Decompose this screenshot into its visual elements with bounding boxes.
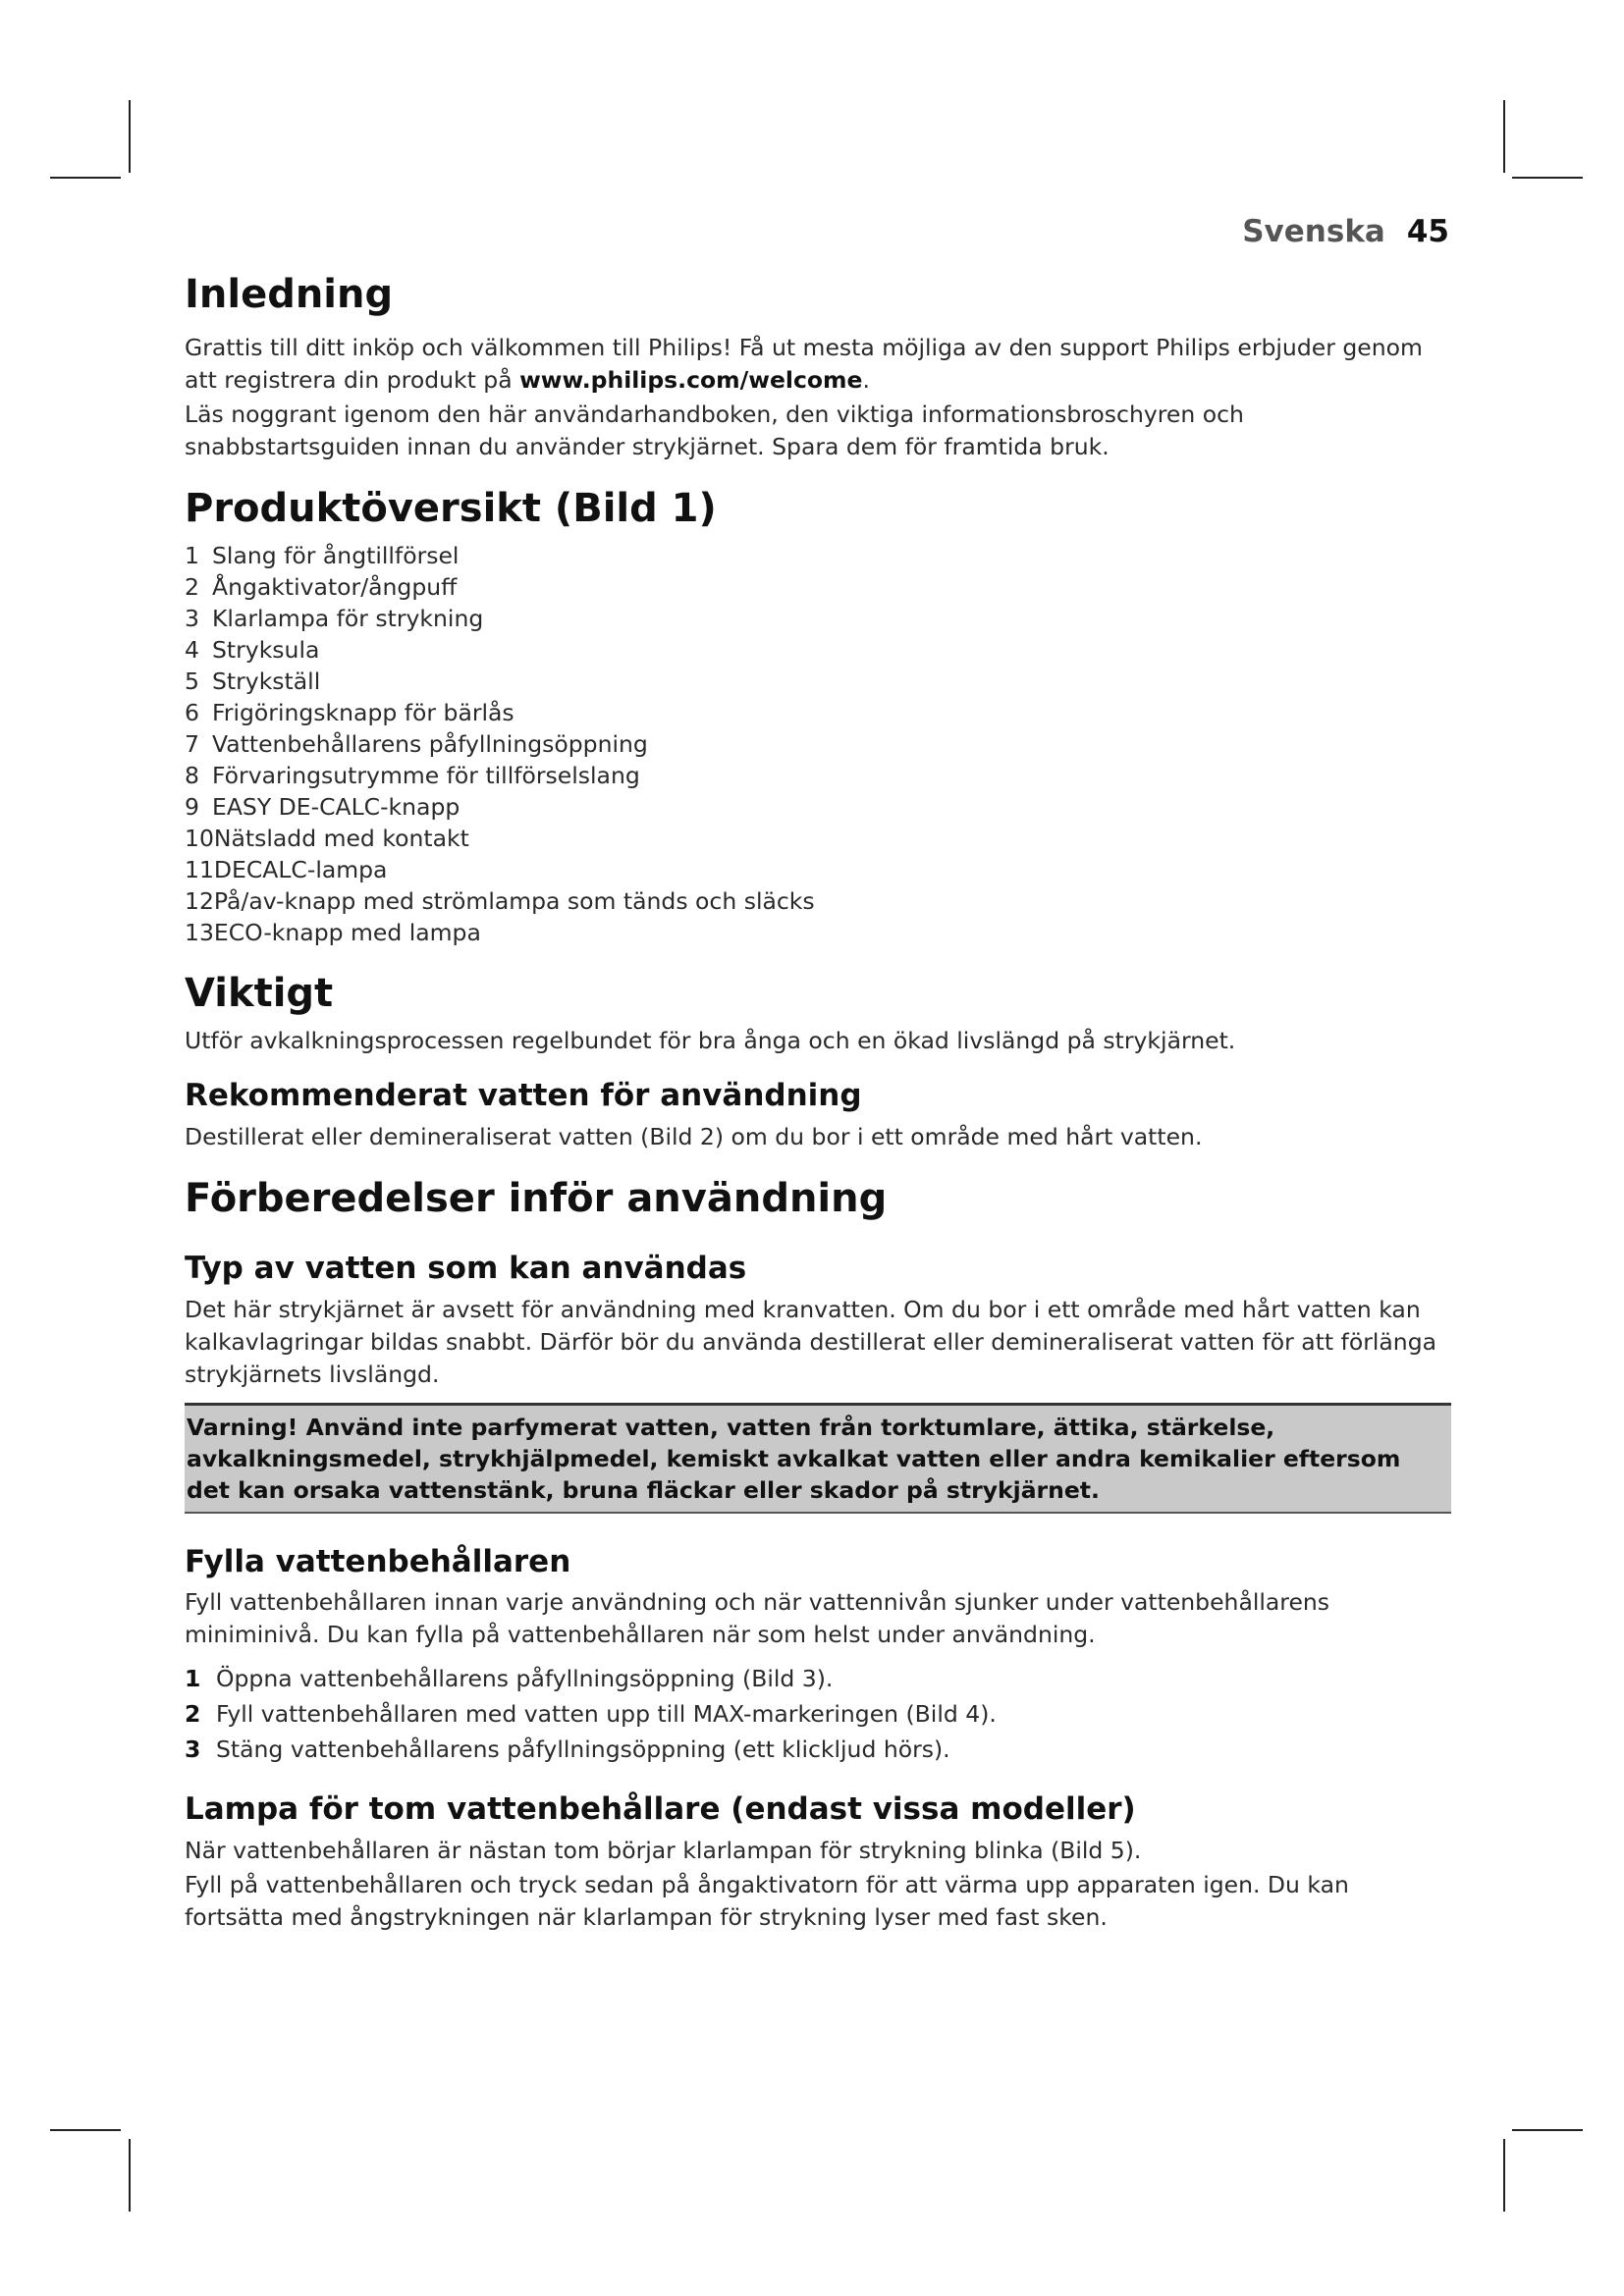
intro-p1-text: Grattis till ditt inköp och välkommen till Philips! Få ut mesta möjliga av den support Philips erbjuder genom att registrera din produkt på (185, 334, 1423, 394)
parts-item-number: 3 (185, 605, 199, 632)
warning-box: Varning! Använd inte parfymerat vatten, vatten från torktumlare, ättika, stärkelse, avkalkningsmedel, strykhjälpmedel, kemiskt avkalkat vatten eller andra kemikalier eftersom det kan orsaka vattenstänk, bruna fläckar eller skador på strykjärnet. (185, 1403, 1451, 1514)
parts-item-number: 1 (185, 542, 199, 569)
philips-welcome-link[interactable]: www.philips.com/welcome (519, 366, 863, 394)
important-paragraph: Utför avkalkningsprocessen regelbundet för bra ånga och en ökad livslängd på strykjärnet. (185, 1027, 1236, 1054)
section-overview (185, 485, 1451, 948)
fill-step-number: 2 (185, 1700, 201, 1729)
parts-item-text: Slang för ångtillförsel (212, 542, 460, 569)
recommended-water-paragraph: Destillerat eller demineraliserat vatten (Bild 2) om du bor i ett område med hårt vatten. (185, 1122, 1203, 1150)
overview-title: Produktöversikt (Bild 1) (185, 486, 717, 531)
crop-mark-bottom-left-vertical (129, 2139, 131, 2212)
parts-list-item (185, 666, 1451, 697)
fill-step-number: 3 (185, 1735, 201, 1764)
fill-tank-paragraph: Fyll vattenbehållaren innan varje användning och när vattennivån sjunker under vattenbehållarens miniminivå. Du kan fylla på vattenbehållaren när som helst under användning. (185, 1588, 1330, 1649)
fill-steps-list (185, 1661, 1451, 1767)
parts-item-text: Ångaktivator/ångpuff (212, 573, 458, 601)
parts-item-number: 6 (185, 699, 199, 726)
page-content (185, 271, 1451, 1936)
crop-mark-bottom-right-horizontal (1512, 2129, 1583, 2131)
parts-item-number: 2 (185, 573, 199, 601)
water-type-title: Typ av vatten som kan användas (185, 1250, 747, 1286)
fill-step-text: Stäng vattenbehållarens påfyllningsöppning (ett klickljud hörs). (216, 1735, 950, 1764)
fill-step-number: 1 (185, 1665, 201, 1693)
parts-item-number: 7 (185, 730, 199, 758)
parts-list (185, 540, 1451, 948)
parts-item-text: ECO-knapp med lampa (213, 919, 481, 946)
parts-list-item (185, 571, 1451, 603)
parts-item-number: 9 (185, 793, 199, 821)
section-important (185, 970, 1451, 1153)
crop-mark-top-right-horizontal (1512, 177, 1583, 179)
parts-list-item (185, 885, 1451, 917)
intro-paragraph-1 (185, 332, 1451, 397)
parts-item-number: 11 (185, 856, 214, 883)
fill-tank-title: Fylla vattenbehållaren (185, 1543, 571, 1579)
parts-list-item (185, 540, 1451, 571)
parts-list-item (185, 854, 1451, 885)
important-title: Viktigt (185, 971, 334, 1016)
header-language: Svenska (1242, 214, 1385, 249)
parts-list-item (185, 917, 1451, 948)
parts-item-number: 5 (185, 667, 199, 695)
empty-lamp-paragraph-1: När vattenbehållaren är nästan tom börjar klarlampan för strykning blinka (Bild 5). (185, 1837, 1142, 1864)
fill-step-text: Öppna vattenbehållarens påfyllningsöppning (Bild 3). (216, 1665, 834, 1693)
parts-item-number: 12 (185, 887, 214, 915)
preparation-title: Förberedelser inför användning (185, 1175, 888, 1221)
empty-lamp-paragraph-2: Fyll på vattenbehållaren och tryck sedan på ångaktivatorn för att värma upp apparaten igen. Du kan fortsätta med ångstrykningen när klarlampan för strykning lyser med fast sken. (185, 1871, 1349, 1931)
parts-item-text: Frigöringsknapp för bärlås (212, 699, 514, 726)
page-header (1242, 214, 1449, 249)
parts-list-item (185, 728, 1451, 760)
parts-item-text: På/av-knapp med strömlampa som tänds och släcks (213, 887, 815, 915)
parts-list-item (185, 823, 1451, 854)
parts-item-number: 4 (185, 636, 199, 664)
parts-item-text: EASY DE-CALC-knapp (212, 793, 460, 821)
parts-item-text: Stryksula (212, 636, 320, 664)
crop-mark-top-left-vertical (129, 100, 131, 173)
fill-step-item (185, 1696, 1451, 1732)
intro-paragraph-2: Läs noggrant igenom den här användarhandboken, den viktiga informationsbroschyren och snabbstartsguiden innan du använder strykjärnet. Spara dem för framtida bruk. (185, 400, 1244, 460)
empty-lamp-title: Lampa för tom vattenbehållare (endast vissa modeller) (185, 1791, 1136, 1828)
page-number: 45 (1406, 214, 1449, 249)
parts-list-item (185, 603, 1451, 634)
crop-mark-bottom-left-horizontal (50, 2129, 121, 2131)
parts-item-text: Förvaringsutrymme för tillförselslang (212, 762, 640, 789)
parts-item-number: 10 (185, 825, 214, 852)
parts-list-item (185, 634, 1451, 666)
spacer (185, 1059, 1451, 1077)
crop-mark-bottom-right-vertical (1503, 2139, 1505, 2212)
intro-p1-end: . (862, 366, 870, 394)
fill-step-text: Fyll vattenbehållaren med vatten upp till MAX-markeringen (Bild 4). (216, 1700, 997, 1729)
fill-step-item (185, 1732, 1451, 1767)
parts-item-number: 13 (185, 919, 214, 946)
parts-item-text: Nätsladd med kontakt (213, 825, 469, 852)
fill-step-item (185, 1661, 1451, 1696)
parts-list-item (185, 760, 1451, 791)
parts-list-item (185, 697, 1451, 728)
parts-item-text: Strykställ (212, 667, 321, 695)
parts-item-text: Vattenbehållarens påfyllningsöppning (212, 730, 648, 758)
water-type-paragraph: Det här strykjärnet är avsett för användning med kranvatten. Om du bor i ett område med hårt vatten kan kalkavlagringar bildas snabbt. Därför bör du använda destillerat eller demineraliserat vatten för att förlänga strykjärnets livslängd. (185, 1295, 1437, 1388)
intro-title: Inledning (185, 272, 394, 317)
parts-item-text: DECALC-lampa (213, 856, 388, 883)
section-preparation (185, 1175, 1451, 1934)
parts-item-text: Klarlampa för strykning (212, 605, 484, 632)
recommended-water-title: Rekommenderat vatten för användning (185, 1078, 862, 1113)
crop-mark-top-right-vertical (1503, 100, 1505, 173)
parts-item-number: 8 (185, 762, 199, 789)
section-intro (185, 271, 1451, 463)
parts-list-item (185, 791, 1451, 823)
crop-mark-top-left-horizontal (50, 177, 121, 179)
